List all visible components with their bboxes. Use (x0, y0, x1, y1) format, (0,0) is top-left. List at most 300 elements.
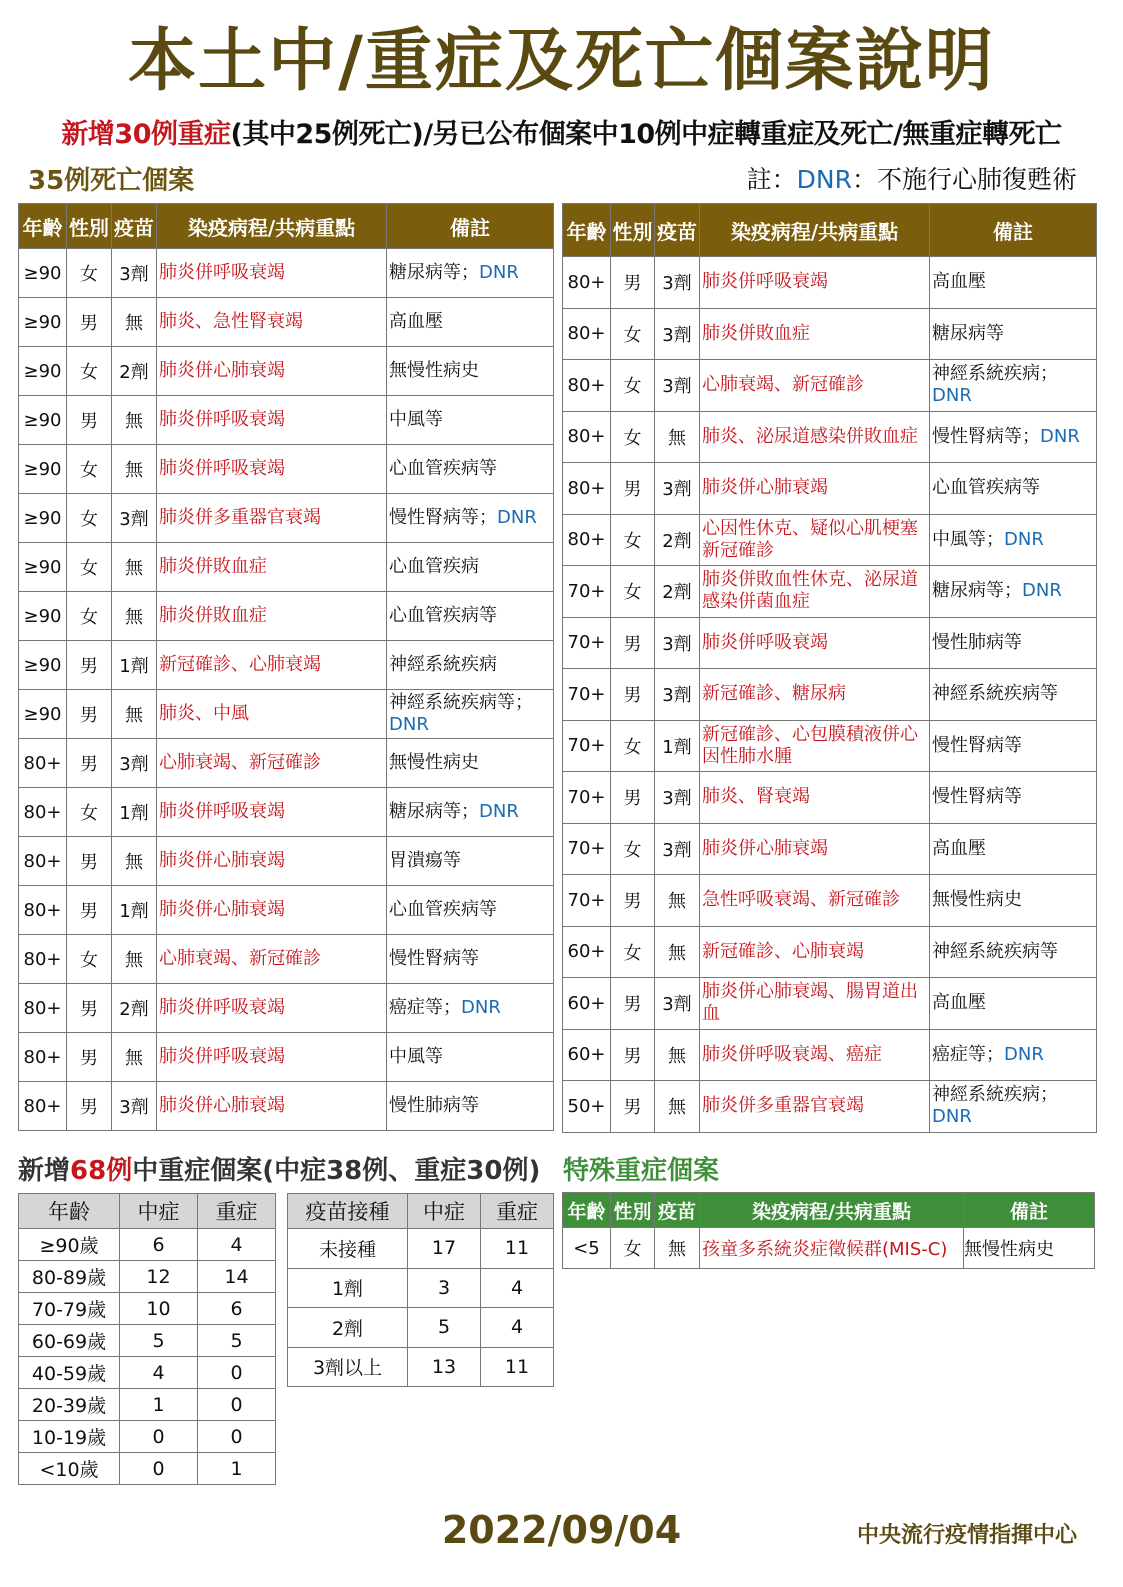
cell-vaccine: 無 (655, 926, 700, 978)
remark-text: 心血管疾病等 (389, 458, 497, 479)
cell-remark (930, 823, 1097, 875)
table-row (19, 494, 554, 543)
table-row (288, 1229, 554, 1269)
cell-course: 新冠確診、心包膜積液併心因性肺水腫 (700, 720, 930, 772)
cell-vaccine: 1劑 (112, 886, 157, 935)
cell-vaccine: 無 (655, 411, 700, 463)
cell-sex: 男 (611, 1081, 655, 1133)
cell-sex: 男 (611, 257, 655, 309)
remark-text: 慢性腎病等 (932, 786, 1022, 808)
cell-age: ≥90 (19, 396, 67, 445)
cell-vaccine: 3劑 (112, 494, 157, 543)
cell-vaccine: 3劑 (655, 669, 700, 721)
cell-course: 新冠確診、心肺衰竭 (157, 641, 387, 690)
cell-vaccine: 3劑 (655, 360, 700, 412)
cell-vaccine: 無 (655, 875, 700, 927)
cell-sex: 女 (611, 1228, 655, 1269)
cell-severe: 4 (481, 1268, 554, 1308)
cell-course: 肺炎併心肺衰竭 (157, 837, 387, 886)
table-row (563, 463, 1097, 515)
cell-age: ≥90 (19, 641, 67, 690)
cell-age: 80+ (19, 788, 67, 837)
cell-sex: 男 (611, 978, 655, 1030)
cell-severe: 0 (198, 1421, 276, 1453)
table-row (563, 411, 1097, 463)
cell-remark (387, 641, 554, 690)
cell-label: 2劑 (288, 1308, 408, 1348)
cell-remark (930, 772, 1097, 824)
table-row (19, 1453, 276, 1485)
cell-age: ≥90 (19, 690, 67, 739)
cell-vaccine: 3劑 (112, 249, 157, 298)
cell-remark (387, 298, 554, 347)
cell-label: 40-59歲 (19, 1357, 120, 1389)
dnr-tag: DNR (461, 997, 501, 1018)
cell-sex: 男 (611, 772, 655, 824)
remark-text: 癌症等； (389, 997, 461, 1018)
cell-severe: 5 (198, 1325, 276, 1357)
remark-text: 中風等； (932, 528, 1004, 550)
cell-remark (930, 1029, 1097, 1081)
cell-remark (930, 308, 1097, 360)
header-remark: 備註 (964, 1193, 1095, 1228)
remark-text: 心血管疾病 (389, 556, 479, 577)
cell-course: 肺炎併心肺衰竭 (157, 1082, 387, 1131)
cell-vaccine: 無 (112, 935, 157, 984)
cell-moderate: 0 (120, 1421, 198, 1453)
severe-label-suffix: 中重症個案(中症38例、重症30例) (132, 1156, 541, 1186)
cell-age: 70+ (563, 823, 611, 875)
cell-vaccine: 2劑 (112, 347, 157, 396)
cell-sex: 女 (67, 249, 112, 298)
header-age: 年齡 (19, 204, 67, 249)
cell-moderate: 5 (120, 1325, 198, 1357)
note-prefix: 註： (746, 165, 797, 194)
remark-text: 神經系統疾病等 (932, 683, 1058, 705)
cell-remark (930, 566, 1097, 618)
cell-course: 肺炎併呼吸衰竭、癌症 (700, 1029, 930, 1081)
cell-sex: 男 (611, 669, 655, 721)
cell-course: 肺炎併心肺衰竭 (157, 347, 387, 396)
cell-course: 肺炎併呼吸衰竭 (700, 617, 930, 669)
note-dnr: DNR (796, 165, 852, 194)
cell-remark (930, 875, 1097, 927)
header-course: 染疫病程/共病重點 (157, 204, 387, 249)
cell-course: 肺炎併敗血症 (700, 308, 930, 360)
subtitle-text: (其中25例死亡)/另已公布個案中10例中症轉重症及死亡/無重症轉死亡 (230, 119, 1062, 150)
cell-sex: 女 (611, 720, 655, 772)
cell-vaccine: 無 (112, 298, 157, 347)
cell-age: 80+ (563, 463, 611, 515)
cell-vaccine: 3劑 (655, 772, 700, 824)
remark-text: 神經系統疾病等； (389, 692, 533, 713)
cell-sex: 女 (611, 514, 655, 566)
header-sex: 性別 (611, 204, 655, 257)
cell-sex: 女 (611, 823, 655, 875)
table-row (19, 543, 554, 592)
cell-course: 肺炎併心肺衰竭、腸胃道出血 (700, 978, 930, 1030)
remark-text: 高血壓 (932, 837, 986, 859)
cell-remark (387, 543, 554, 592)
remark-text: 心血管疾病等 (389, 605, 497, 626)
cell-vaccine: 3劑 (655, 463, 700, 515)
cell-remark (387, 935, 554, 984)
cell-course: 心肺衰竭、新冠確診 (157, 739, 387, 788)
cell-vaccine: 3劑 (655, 308, 700, 360)
header-vaccination: 疫苗接種 (288, 1194, 408, 1229)
cell-label: 10-19歲 (19, 1421, 120, 1453)
table-row (563, 1029, 1097, 1081)
cell-age: 60+ (563, 1029, 611, 1081)
table-row (19, 886, 554, 935)
cell-severe: 11 (481, 1347, 554, 1387)
header-remark: 備註 (387, 204, 554, 249)
cell-remark (930, 978, 1097, 1030)
table-row (563, 823, 1097, 875)
remark-text: 無慢性病史 (389, 752, 479, 773)
dnr-tag: DNR (389, 714, 429, 735)
cell-sex: 女 (611, 360, 655, 412)
cell-course: 肺炎併呼吸衰竭 (157, 249, 387, 298)
cell-remark (387, 494, 554, 543)
cell-vaccine: 無 (112, 1033, 157, 1082)
cell-moderate: 1 (120, 1389, 198, 1421)
table-row (563, 875, 1097, 927)
deaths-table-right (562, 203, 1097, 1133)
cell-sex: 女 (67, 445, 112, 494)
cell-sex: 女 (67, 592, 112, 641)
remark-text: 胃潰瘍等 (389, 850, 461, 871)
cell-course: 肺炎併敗血症 (157, 543, 387, 592)
dnr-tag: DNR (1022, 580, 1062, 602)
cell-vaccine: 1劑 (112, 788, 157, 837)
cell-sex: 男 (611, 875, 655, 927)
cell-label: 3劑以上 (288, 1347, 408, 1387)
table-row (563, 257, 1097, 309)
cell-course: 肺炎併心肺衰竭 (157, 886, 387, 935)
organization-name: 中央流行疫情指揮中心 (856, 1523, 1077, 1548)
report-date: 2022/09/04 (441, 1508, 682, 1552)
age-stats-table (18, 1193, 276, 1485)
cell-severe: 11 (481, 1229, 554, 1269)
severe-label-prefix: 新增 (18, 1156, 71, 1186)
cell-severe: 0 (198, 1357, 276, 1389)
cell-remark (387, 886, 554, 935)
table-row (563, 1081, 1097, 1133)
cell-vaccine: 無 (112, 445, 157, 494)
cell-course: 肺炎、泌尿道感染併敗血症 (700, 411, 930, 463)
cell-label: 20-39歲 (19, 1389, 120, 1421)
remark-text: 高血壓 (932, 271, 986, 293)
remark-text: 心血管疾病等 (389, 899, 497, 920)
cell-age: 80+ (19, 935, 67, 984)
header-vaccine: 疫苗 (655, 1193, 700, 1228)
dnr-tag: DNR (479, 262, 519, 283)
table-row (19, 739, 554, 788)
remark-text: 慢性腎病等； (389, 507, 497, 528)
cell-remark (387, 347, 554, 396)
cell-sex: 女 (67, 788, 112, 837)
cell-vaccine: 3劑 (655, 978, 700, 1030)
cell-sex: 男 (67, 886, 112, 935)
cell-age: 70+ (563, 772, 611, 824)
cell-sex: 男 (67, 984, 112, 1033)
cell-course: 肺炎併敗血症 (157, 592, 387, 641)
table-row (288, 1268, 554, 1308)
header-vaccine: 疫苗 (655, 204, 700, 257)
remark-text: 神經系統疾病等 (932, 940, 1058, 962)
cell-vaccine: 1劑 (112, 641, 157, 690)
remark-text: 中風等 (389, 409, 443, 430)
cell-moderate: 0 (120, 1453, 198, 1485)
cell-age: 70+ (563, 617, 611, 669)
cell-remark (387, 739, 554, 788)
cell-course: 肺炎併呼吸衰竭 (157, 396, 387, 445)
remark-text: 糖尿病等； (389, 801, 479, 822)
cell-remark (387, 445, 554, 494)
cell-sex: 女 (611, 926, 655, 978)
cell-moderate: 3 (408, 1268, 481, 1308)
header-course: 染疫病程/共病重點 (700, 1193, 964, 1228)
header-moderate: 中症 (408, 1194, 481, 1229)
cell-remark (387, 690, 554, 739)
cell-vaccine: 2劑 (655, 566, 700, 618)
cell-age: <5 (563, 1228, 611, 1269)
cell-vaccine: 無 (112, 543, 157, 592)
table-row (19, 249, 554, 298)
cell-age: ≥90 (19, 445, 67, 494)
cell-vaccine: 無 (112, 396, 157, 445)
table-row (19, 837, 554, 886)
table-row (563, 669, 1097, 721)
cell-remark (387, 837, 554, 886)
dnr-tag: DNR (1040, 425, 1080, 447)
cell-age: ≥90 (19, 347, 67, 396)
cell-moderate: 6 (120, 1229, 198, 1261)
note-suffix: ：不施行心肺復甦術 (851, 165, 1077, 194)
cell-remark (387, 1082, 554, 1131)
table-row (563, 978, 1097, 1030)
cell-vaccine: 3劑 (112, 1082, 157, 1131)
cell-course: 新冠確診、心肺衰竭 (700, 926, 930, 978)
cell-age: 80+ (19, 1033, 67, 1082)
cell-remark (930, 463, 1097, 515)
cell-remark: 無慢性病史 (964, 1228, 1095, 1269)
cell-remark (930, 411, 1097, 463)
cell-sex: 男 (67, 1082, 112, 1131)
table-row (19, 641, 554, 690)
header-course: 染疫病程/共病重點 (700, 204, 930, 257)
cell-vaccine: 無 (655, 1029, 700, 1081)
cell-age: 70+ (563, 669, 611, 721)
remark-text: 慢性腎病等； (932, 425, 1040, 447)
vaccine-stats-table (287, 1193, 554, 1387)
table-row (19, 1082, 554, 1131)
remark-text: 中風等 (389, 1046, 443, 1067)
table-row (563, 1228, 1095, 1269)
remark-text: 糖尿病等； (389, 262, 479, 283)
cell-remark (387, 984, 554, 1033)
cell-moderate: 4 (120, 1357, 198, 1389)
cell-course: 急性呼吸衰竭、新冠確診 (700, 875, 930, 927)
cell-course: 肺炎併多重器官衰竭 (700, 1081, 930, 1133)
remark-text: 高血壓 (389, 311, 443, 332)
cell-sex: 男 (67, 739, 112, 788)
page-title: 本土中/重症及死亡個案說明 (128, 22, 995, 101)
cell-age: 70+ (563, 875, 611, 927)
cell-sex: 女 (611, 308, 655, 360)
cell-age: 70+ (563, 720, 611, 772)
cell-sex: 女 (67, 347, 112, 396)
subtitle-highlight: 新增30例重症 (61, 119, 231, 150)
remark-text: 無慢性病史 (932, 889, 1022, 911)
deaths-label: 35例死亡個案 (28, 166, 195, 196)
remark-text: 無慢性病史 (389, 360, 479, 381)
table-row (563, 360, 1097, 412)
cell-sex: 女 (67, 935, 112, 984)
cell-sex: 女 (67, 494, 112, 543)
cell-label: 未接種 (288, 1229, 408, 1269)
cell-label: 1劑 (288, 1268, 408, 1308)
remark-text: 神經系統疾病； (932, 363, 1058, 385)
cell-remark (930, 1081, 1097, 1133)
remark-text: 心血管疾病等 (932, 477, 1040, 499)
cell-remark (387, 249, 554, 298)
cell-course: 肺炎、中風 (157, 690, 387, 739)
table-header-row (288, 1194, 554, 1229)
cell-vaccine: 3劑 (112, 739, 157, 788)
table-row (19, 1389, 276, 1421)
cell-severe: 4 (198, 1229, 276, 1261)
dnr-tag: DNR (1004, 1043, 1044, 1065)
dnr-tag: DNR (932, 1106, 972, 1128)
header-age: 年齡 (19, 1194, 120, 1229)
cell-sex: 男 (67, 1033, 112, 1082)
table-row (563, 772, 1097, 824)
cell-remark (387, 396, 554, 445)
cell-moderate: 12 (120, 1261, 198, 1293)
cell-sex: 女 (67, 543, 112, 592)
table-row (563, 308, 1097, 360)
cell-age: 80+ (19, 1082, 67, 1131)
table-row (288, 1308, 554, 1348)
table-row (19, 935, 554, 984)
remark-text: 高血壓 (932, 992, 986, 1014)
cell-age: 80+ (563, 514, 611, 566)
cell-label: 70-79歲 (19, 1293, 120, 1325)
cell-label: ≥90歲 (19, 1229, 120, 1261)
dnr-tag: DNR (497, 507, 537, 528)
table-row (288, 1347, 554, 1387)
cell-course: 肺炎併呼吸衰竭 (157, 788, 387, 837)
cell-sex: 男 (611, 617, 655, 669)
remark-text: 糖尿病等 (932, 322, 1004, 344)
table-row (19, 396, 554, 445)
cell-sex: 男 (67, 837, 112, 886)
table-row (19, 788, 554, 837)
table-row (563, 514, 1097, 566)
cell-course: 肺炎併呼吸衰竭 (157, 1033, 387, 1082)
cell-remark (930, 926, 1097, 978)
cell-course: 肺炎併多重器官衰竭 (157, 494, 387, 543)
cell-course: 肺炎併敗血性休克、泌尿道感染併菌血症 (700, 566, 930, 618)
cell-vaccine: 無 (655, 1081, 700, 1133)
dnr-tag: DNR (932, 385, 972, 407)
table-row (19, 1293, 276, 1325)
cell-course: 心因性休克、疑似心肌梗塞新冠確診 (700, 514, 930, 566)
cell-age: 80+ (19, 837, 67, 886)
cell-severe: 1 (198, 1453, 276, 1485)
remark-text: 神經系統疾病 (389, 654, 497, 675)
remark-text: 癌症等； (932, 1043, 1004, 1065)
special-cases-table (562, 1192, 1095, 1269)
cell-vaccine: 無 (112, 690, 157, 739)
header-age: 年齡 (563, 204, 611, 257)
cell-age: ≥90 (19, 494, 67, 543)
remark-text: 慢性腎病等 (389, 948, 479, 969)
cell-sex: 男 (611, 463, 655, 515)
table-row (19, 690, 554, 739)
cell-age: ≥90 (19, 543, 67, 592)
remark-text: 慢性肺病等 (932, 631, 1022, 653)
dnr-tag: DNR (1004, 528, 1044, 550)
table-row (563, 926, 1097, 978)
table-row (563, 566, 1097, 618)
dnr-tag: DNR (479, 801, 519, 822)
table-row (19, 592, 554, 641)
cell-course: 肺炎併呼吸衰竭 (157, 445, 387, 494)
cell-age: 60+ (563, 926, 611, 978)
cell-age: 80+ (19, 984, 67, 1033)
cell-vaccine: 無 (112, 837, 157, 886)
cell-vaccine: 3劑 (655, 257, 700, 309)
cell-sex: 女 (611, 411, 655, 463)
cell-remark (387, 1033, 554, 1082)
cell-label: 60-69歲 (19, 1325, 120, 1357)
cell-moderate: 13 (408, 1347, 481, 1387)
cell-remark (387, 788, 554, 837)
cell-age: 80+ (563, 411, 611, 463)
cell-sex: 男 (67, 396, 112, 445)
table-row (19, 347, 554, 396)
table-row (19, 1357, 276, 1389)
table-row (19, 445, 554, 494)
cell-severe: 14 (198, 1261, 276, 1293)
cell-age: ≥90 (19, 298, 67, 347)
cell-label: 80-89歲 (19, 1261, 120, 1293)
table-header-row (563, 204, 1097, 257)
cell-course: 肺炎、急性腎衰竭 (157, 298, 387, 347)
table-row (19, 298, 554, 347)
cell-vaccine: 3劑 (655, 617, 700, 669)
cell-age: 50+ (563, 1081, 611, 1133)
cell-vaccine: 2劑 (655, 514, 700, 566)
cell-severe: 4 (481, 1308, 554, 1348)
severe-cases-label (18, 1150, 540, 1187)
cell-age: 60+ (563, 978, 611, 1030)
header-vaccine: 疫苗 (112, 204, 157, 249)
cell-age: ≥90 (19, 249, 67, 298)
table-header-row (19, 204, 554, 249)
cell-label: <10歲 (19, 1453, 120, 1485)
cell-remark (930, 720, 1097, 772)
cell-vaccine: 無 (655, 1228, 700, 1269)
table-header-row (563, 1193, 1095, 1228)
header-severe: 重症 (481, 1194, 554, 1229)
cell-course: 肺炎併心肺衰竭 (700, 463, 930, 515)
cell-course: 心肺衰竭、新冠確診 (700, 360, 930, 412)
cell-remark (930, 669, 1097, 721)
